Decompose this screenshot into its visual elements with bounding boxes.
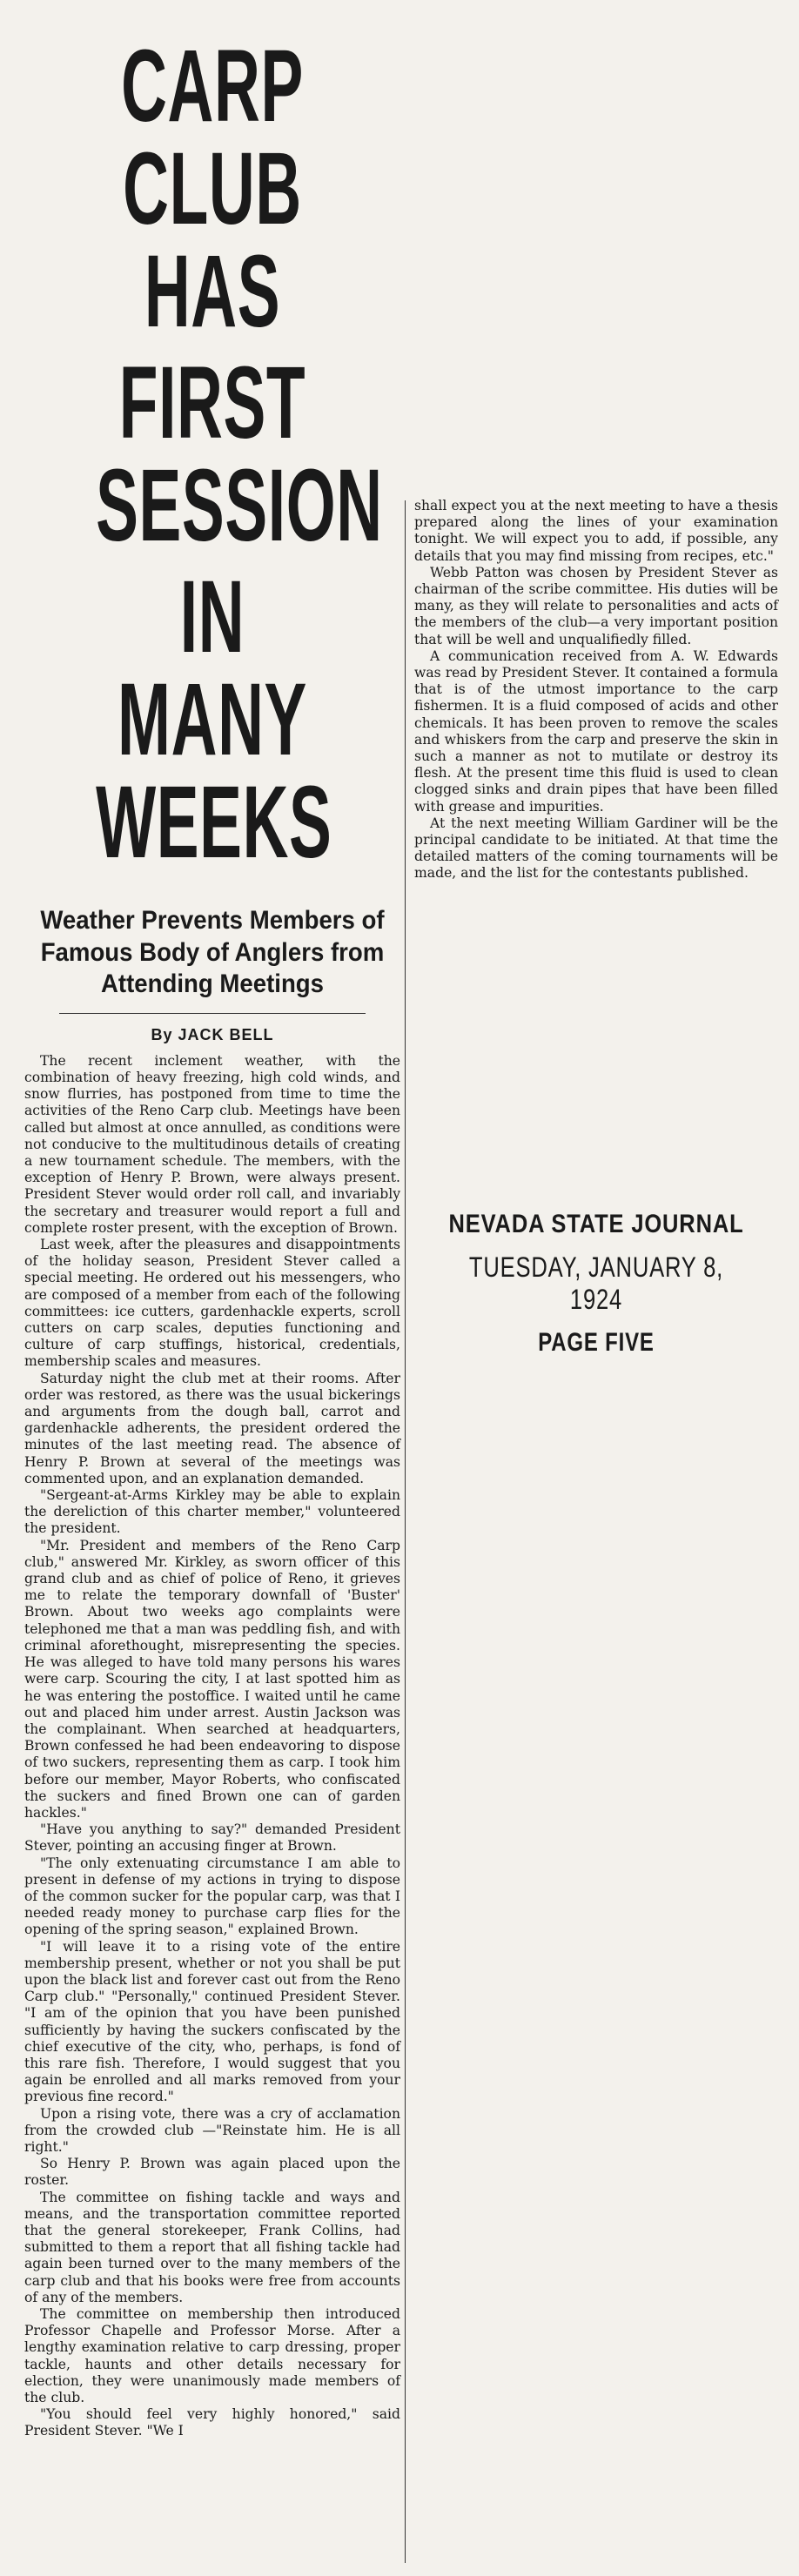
paragraph: Saturday night the club met at their rooms. After order was restored, as there was the usual bickerings and arguments from the dough ball, carrot and gardenhackle adherents, the president ordered the minutes of the last meeting read. The absence of Henry P. Brown at several of the meetings was commented upon, and an explanation demanded.: [24, 1370, 400, 1486]
newspaper-name: NEVADA STATE JOURNAL: [448, 1210, 744, 1238]
headline-line-1: CARP CLUB HAS: [121, 29, 304, 349]
publication-date: TUESDAY, JANUARY 8, 1924: [468, 1251, 724, 1315]
paragraph: "Mr. President and members of the Reno Carp club," answered Mr. Kirkley, as sworn officer of this grand club and as chief of police of Reno, it grieves me to relate the temporary downfall of 'Buster' Brown. About two weeks ago complaints were telephoned me that a man was peddling fish, and with criminal aforethought, misrepresenting the species. He was alleged to have told many persons his wares were carp. Scouring the city, I at last spotted him as he was entering the postoffice. I waited until he came out and placed him under arrest. Austin Jackson was the complainant. When searched at headquarters, Brown confessed he had been endeavoring to dispose of two suckers, representing them as carp. I took him before our member, Mayor Roberts, who confiscated the suckers and fined Brown one can of garden hackles.": [24, 1537, 400, 1821]
paragraph: Webb Patton was chosen by President Stever as chairman of the scribe committee. His duties will be many, as they will relate to personalities and acts of the members of the club—a very important position that will be well and unqualifiedly filled.: [414, 564, 778, 647]
page-number: PAGE FIVE: [538, 1328, 655, 1357]
subheadline-deck: Weather Prevents Members of Famous Body of Anglers from Attending Meetings: [40, 906, 385, 999]
column-divider: [405, 500, 406, 2563]
paragraph: The recent inclement weather, with the combination of heavy freezing, high cold winds, and snow flurries, has postponed from time to time the activities of the Reno Carp club. Meetings have been called but almost at once annulled, as conditions were not conducive to the multitudinous details of creating a new tournament schedule. The members, with the exception of Henry P. Brown, were always present. President Stever would order roll call, and invariably the secretary and treasurer would report a full and complete roster present, with the exception of Brown.: [24, 1052, 400, 1236]
article-column-left: [24, 29, 400, 2440]
divider: [59, 1013, 366, 1014]
paragraph: At the next meeting William Gardiner will be the principal candidate to be initiated. At that time the detailed matters of the coming tournaments will be made, and the list for the contestants published.: [414, 815, 778, 882]
paragraph: "Have you anything to say?" demanded President Stever, pointing an accusing finger at Brown.: [24, 1821, 400, 1855]
paragraph: shall expect you at the next meeting to have a thesis prepared along the lines of your examination tonight. We will expect you to add, if possible, any details that you may find missing from recipes, etc.": [414, 498, 778, 564]
byline: By JACK BELL: [151, 1025, 274, 1043]
paragraph: A communication received from A. W. Edwards was read by President Stever. It contained a formula that is of the utmost importance to the carp fishermen. It is a fluid composed of acids and other chemicals. It has been proven to remove the scales and whiskers from the carp and preserve the skin in such a manner as not to mutilate or destroy its flesh. At the present time this fluid is used to clean clogged sinks and drain pipes that have been filled with grease and impurities.: [414, 647, 778, 815]
paragraph: Last week, after the pleasures and disappointments of the holiday season, President Stever called a special meeting. He ordered out his messengers, who are composed of a member from each of the following committees: ice cutters, gardenhackle experts, scroll cutters on carp scales, deputies functioning and culture of carp stuffings, historical, credentials, membership scales and measures.: [24, 1237, 400, 1370]
paragraph: The committee on fishing tackle and ways and means, and the transportation committee reported that the general storekeeper, Frank Collins, had submitted to them a report that all fishing tackle had again been turned over to the many members of the carp club and that his books were free from accounts of any of the members.: [24, 2189, 400, 2305]
paragraph: The committee on membership then introduced Professor Chapelle and Professor Morse. After a lengthy examination relative to carp dressing, proper tackle, haunts and other details necessary for election, they were unanimously made members of the club.: [24, 2306, 400, 2406]
article-body-left: [24, 1053, 400, 2440]
headline-line-3: IN MANY WEEKS: [96, 560, 332, 880]
paragraph: So Henry P. Brown was again placed upon the roster.: [24, 2156, 400, 2189]
paragraph: "I will leave it to a rising vote of the entire membership present, whether or not you shall be put upon the black list and forever cast out from the Reno Carp club." "Personally," continued President Stever. "I am of the opinion that you have been punished sufficiently by having the suckers confiscated by the chief executive of the city, who, perhaps, is fond of this rare fish. Therefore, I would suggest that you again be enrolled and all marks removed from your previous fine record.": [24, 1938, 400, 2105]
article-column-right: [414, 498, 778, 882]
source-citation: [414, 1210, 778, 1358]
paragraph: "Sergeant-at-Arms Kirkley may be able to explain the dereliction of this charter member," volunteered the president.: [24, 1487, 400, 1537]
paragraph: Upon a rising vote, there was a cry of acclamation from the crowded club —"Reinstate him. He is all right.": [24, 2105, 400, 2155]
headline-line-2: FIRST SESSION: [96, 345, 383, 563]
paragraph: "The only extenuating circumstance I am able to present in defense of my actions in trying to dispose of the common sucker for the popular carp, was that I needed ready money to purchase carp flies for the opening of the spring season," explained Brown.: [24, 1855, 400, 1938]
paragraph: "You should feel very highly honored," said President Stever. "We I: [24, 2406, 400, 2439]
